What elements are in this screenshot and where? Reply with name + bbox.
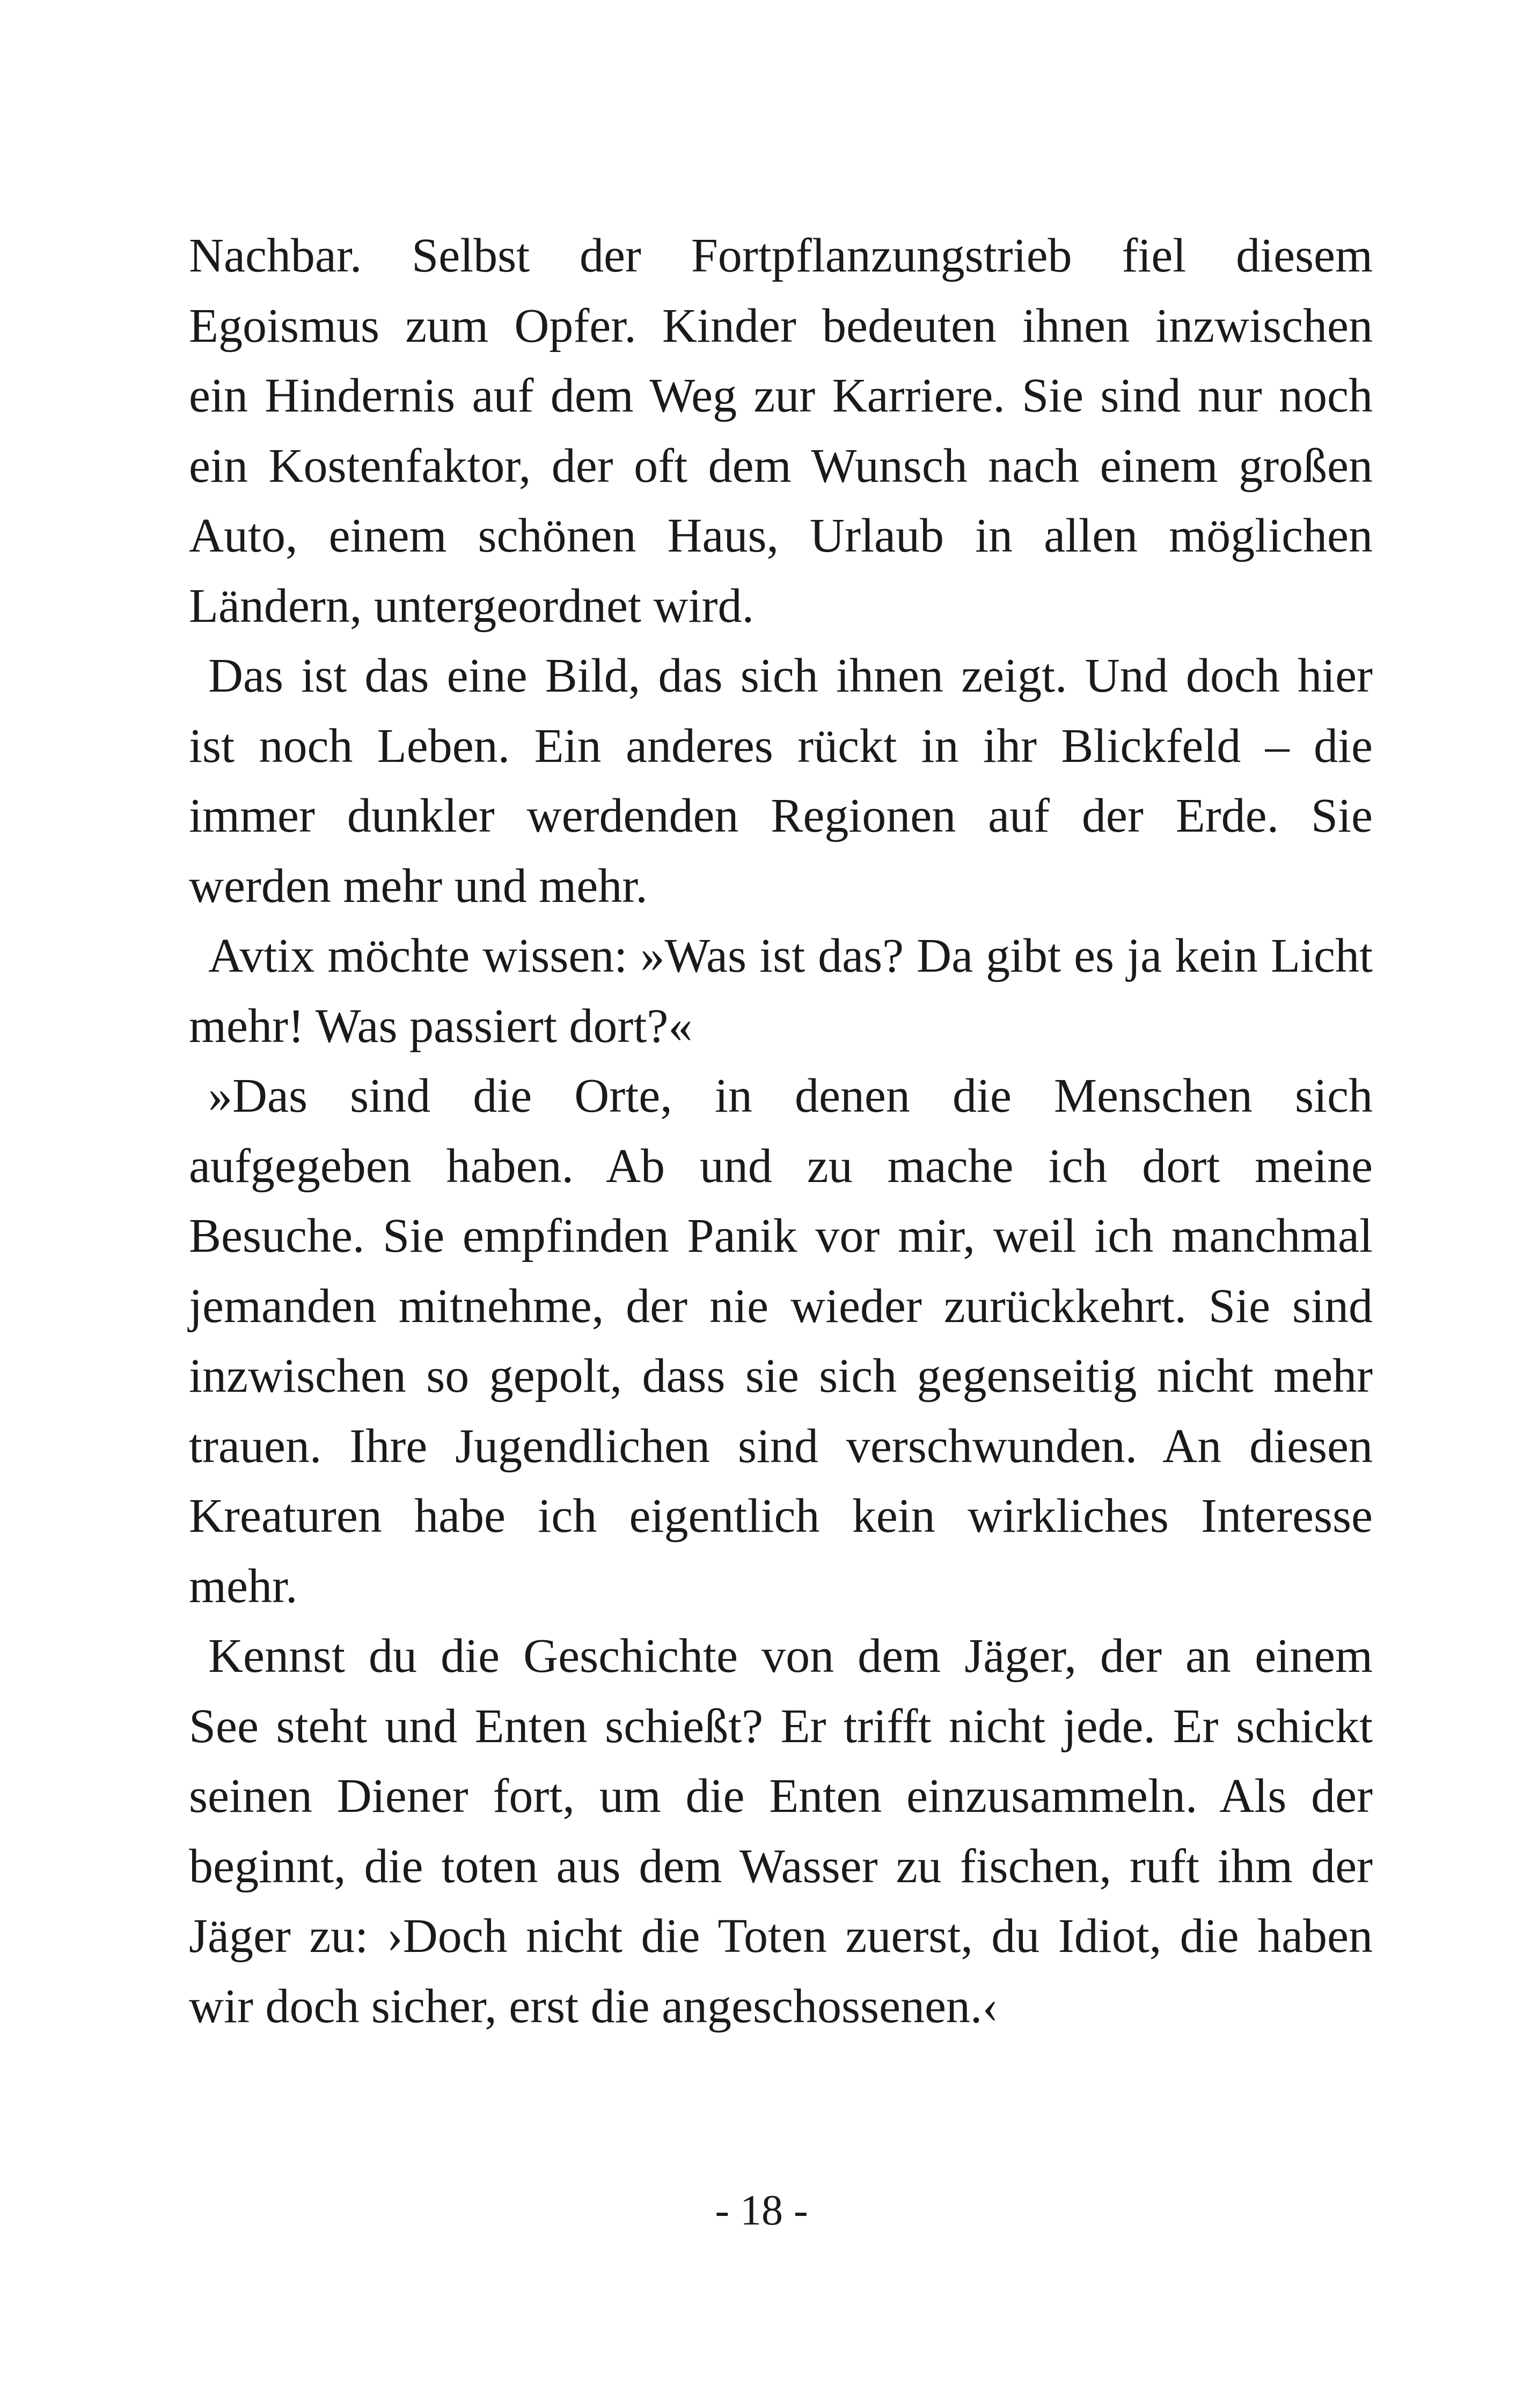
body-text <box>189 221 1373 2042</box>
text-line: mehr! Was passiert dort?« <box>189 999 693 1053</box>
text-line: werden mehr und mehr. <box>189 859 648 913</box>
text-line: trauen. Ihre Jugendlichen sind verschwunden. An diesen <box>189 1419 1373 1473</box>
text-line: inzwischen so gepolt, dass sie sich gegenseitig nicht mehr <box>189 1349 1373 1403</box>
text-line: Avtix möchte wissen: »Was ist das? Da gibt es ja kein Licht <box>208 929 1373 982</box>
text-line: »Das sind die Orte, in denen die Menschen sich <box>208 1069 1373 1122</box>
text-line: ein Kostenfaktor, der oft dem Wunsch nach einem großen <box>189 439 1373 493</box>
paragraph <box>189 1061 1373 1621</box>
text-line: mehr. <box>189 1559 298 1613</box>
text-line: ein Hindernis auf dem Weg zur Karriere. Sie sind nur noch <box>189 369 1373 422</box>
text-line: See steht und Enten schießt? Er trifft nicht jede. Er schickt <box>189 1699 1373 1753</box>
paragraph <box>189 921 1373 1061</box>
text-line: Nachbar. Selbst der Fortpflanzungstrieb fiel diesem <box>189 229 1373 282</box>
text-line: Das ist das eine Bild, das sich ihnen zeigt. Und doch hier <box>208 649 1373 702</box>
paragraph <box>189 641 1373 921</box>
text-line: Jäger zu: ›Doch nicht die Toten zuerst, du Idiot, die haben <box>189 1910 1373 1963</box>
text-line: beginnt, die toten aus dem Wasser zu fischen, ruft ihm der <box>189 1839 1373 1893</box>
text-line: immer dunkler werdenden Regionen auf der Erde. Sie <box>189 789 1373 842</box>
text-line: Kennst du die Geschichte von dem Jäger, der an einem <box>208 1629 1373 1683</box>
text-line: Besuche. Sie empfinden Panik vor mir, weil ich manchmal <box>189 1209 1373 1262</box>
text-line: ist noch Leben. Ein anderes rückt in ihr Blickfeld – die <box>189 719 1373 773</box>
page-number: - 18 - <box>715 2187 808 2234</box>
text-line: Auto, einem schönen Haus, Urlaub in allen möglichen <box>189 509 1373 562</box>
paragraph <box>189 221 1373 641</box>
text-line: Egoismus zum Opfer. Kinder bedeuten ihnen inzwischen <box>189 299 1373 353</box>
text-line: wir doch sicher, erst die angeschossenen.‹ <box>189 1979 999 2033</box>
text-line: Ländern, untergeordnet wird. <box>189 579 754 633</box>
paragraph <box>189 1621 1373 2042</box>
text-line: aufgegeben haben. Ab und zu mache ich dort meine <box>189 1139 1373 1193</box>
text-line: seinen Diener fort, um die Enten einzusammeln. Als der <box>189 1770 1373 1823</box>
text-line: Kreaturen habe ich eigentlich kein wirkliches Interesse <box>189 1489 1373 1543</box>
text-line: jemanden mitnehme, der nie wieder zurückkehrt. Sie sind <box>189 1279 1373 1333</box>
